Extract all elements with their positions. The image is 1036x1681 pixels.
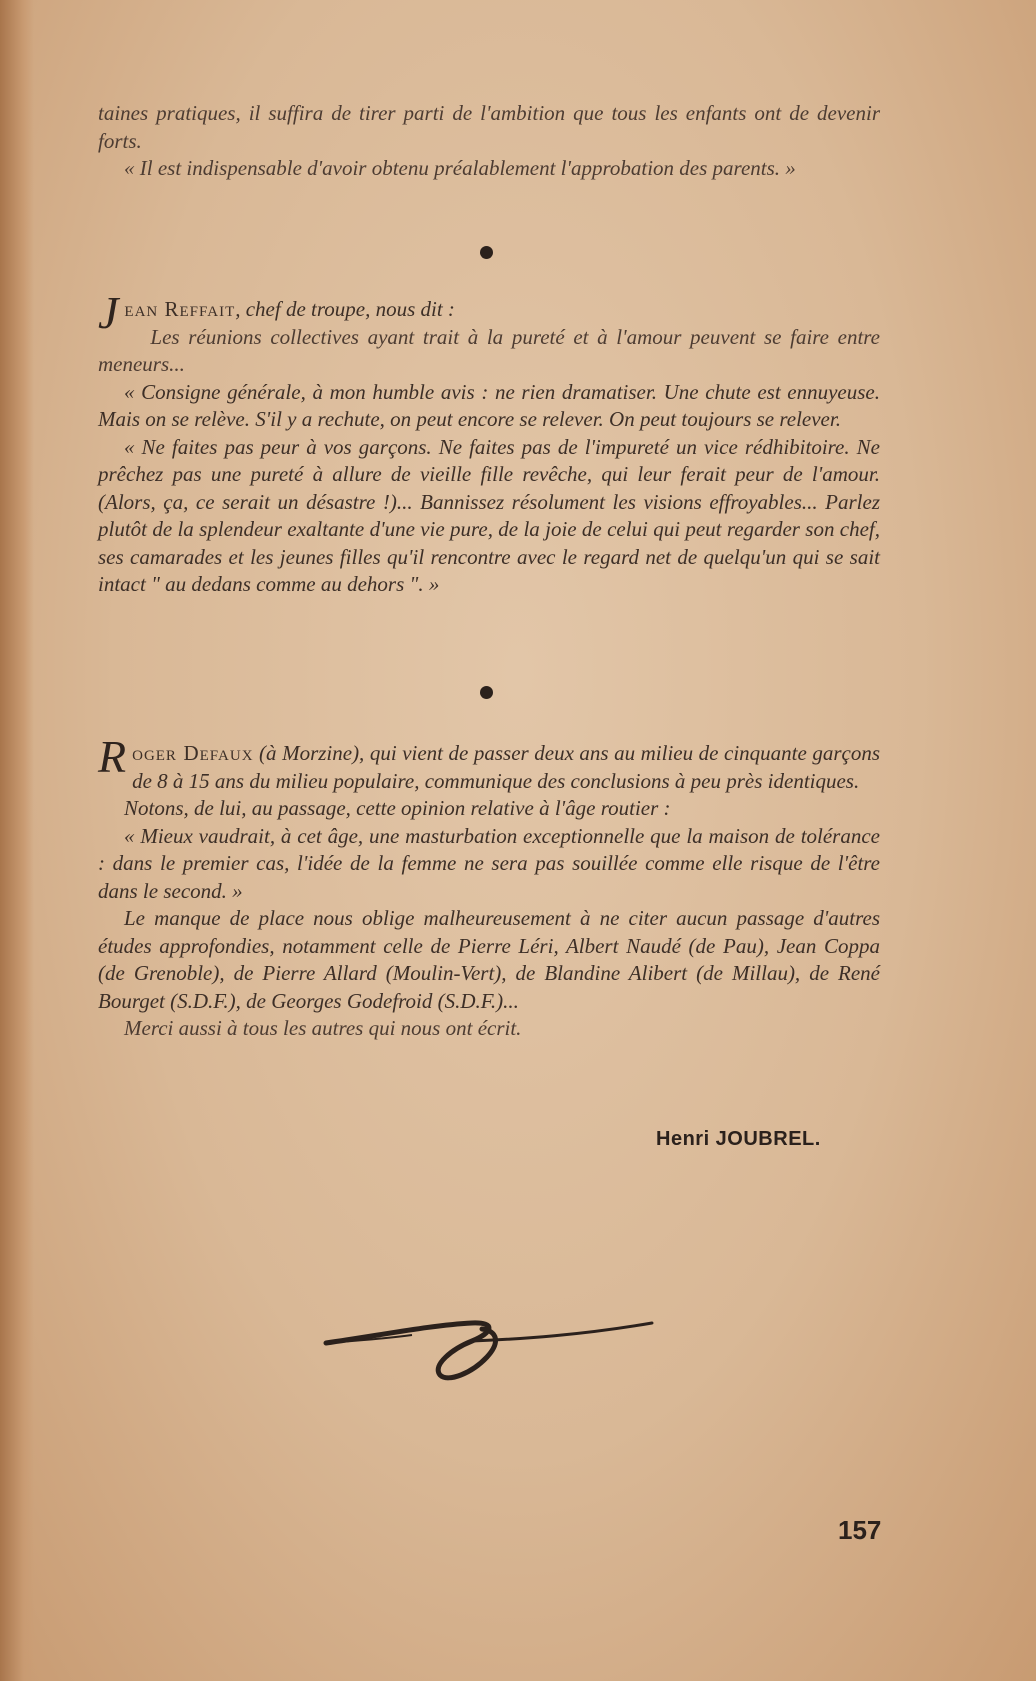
author-signature: Henri JOUBREL. [656, 1128, 821, 1150]
section-3 [98, 731, 880, 1043]
quote-paragraph: « Il est indispensable d'avoir obtenu préalablement l'approbation des parents. » [124, 156, 796, 180]
paragraph: Les réunions collectives ayant trait à la pureté et à l'amour peuvent se faire entre meneurs... [98, 324, 880, 376]
quote-paragraph: « Mieux vaudrait, à cet âge, une masturbation exceptionnelle que la maison de tolérance : dans le premier cas, l'idée de la femme ne sera pas souillée comme elle risque de l'être dans le second. » [98, 823, 880, 903]
paragraph: Merci aussi à tous les autres qui nous ont écrit. [124, 1016, 522, 1040]
quote-paragraph: « Consigne générale, à mon humble avis : ne rien dramatiser. Une chute est ennuyeuse. Mais on se relève. S'il y a rechute, on peut encore se relever. On peut toujours se relever. [98, 379, 880, 431]
section-2 [98, 287, 880, 599]
drop-cap: R [98, 731, 127, 782]
section-separator-bullet [480, 686, 493, 699]
paragraph: Notons, de lui, au passage, cette opinion relative à l'âge routier : [124, 796, 671, 820]
person-name: ean Reffait [124, 297, 236, 321]
quote-paragraph: « Ne faites pas peur à vos garçons. Ne faites pas de l'impureté un vice rédhibitoire. Ne prêchez pas une pureté à allure de vieille fille revêche, qui leur ferait peur de l'amour. (Alors, ça, ce serait un désastre !)... Bannissez résolument les visions effroyables... Parlez plutôt de la splendeur exaltante d'une vie pure, de la joie de celui qui peut regarder son chef, ses camarades et les jeunes filles qu'il rencontre avec le regard net de quelqu'un qui se sait intact " au dedans comme au dehors ". » [98, 434, 880, 596]
page-number: 157 [838, 1515, 882, 1545]
intro-text: , chef de troupe, nous dit : [235, 297, 455, 321]
intro-paragraph [98, 287, 880, 338]
section-separator-bullet [480, 246, 493, 259]
paragraph: Le manque de place nous oblige malheureusement à ne citer aucun passage d'autres études approfondies, notamment celle de Pierre Léri, Albert Naudé (de Pau), Jean Coppa (de Grenoble), de Pierre Allard (Moulin-Vert), de Blandine Alibert (de Millau), de René Bourget (S.D.F.), de Georges Godefroid (S.D.F.)... [98, 906, 880, 1013]
intro-text: (à Morzine), qui vient de passer deux ans au milieu de cinquante garçons de 8 à 15 ans du milieu populaire, communique des conclusions à peu près identiques. [132, 741, 880, 793]
drop-cap: J [98, 287, 119, 338]
section-1 [98, 100, 880, 183]
intro-paragraph [98, 731, 880, 795]
paragraph: taines pratiques, il suffira de tirer parti de l'ambition que tous les enfants ont de devenir forts. [98, 101, 880, 153]
decorative-flourish-icon [322, 1295, 662, 1385]
person-name: oger Defaux [132, 741, 254, 765]
